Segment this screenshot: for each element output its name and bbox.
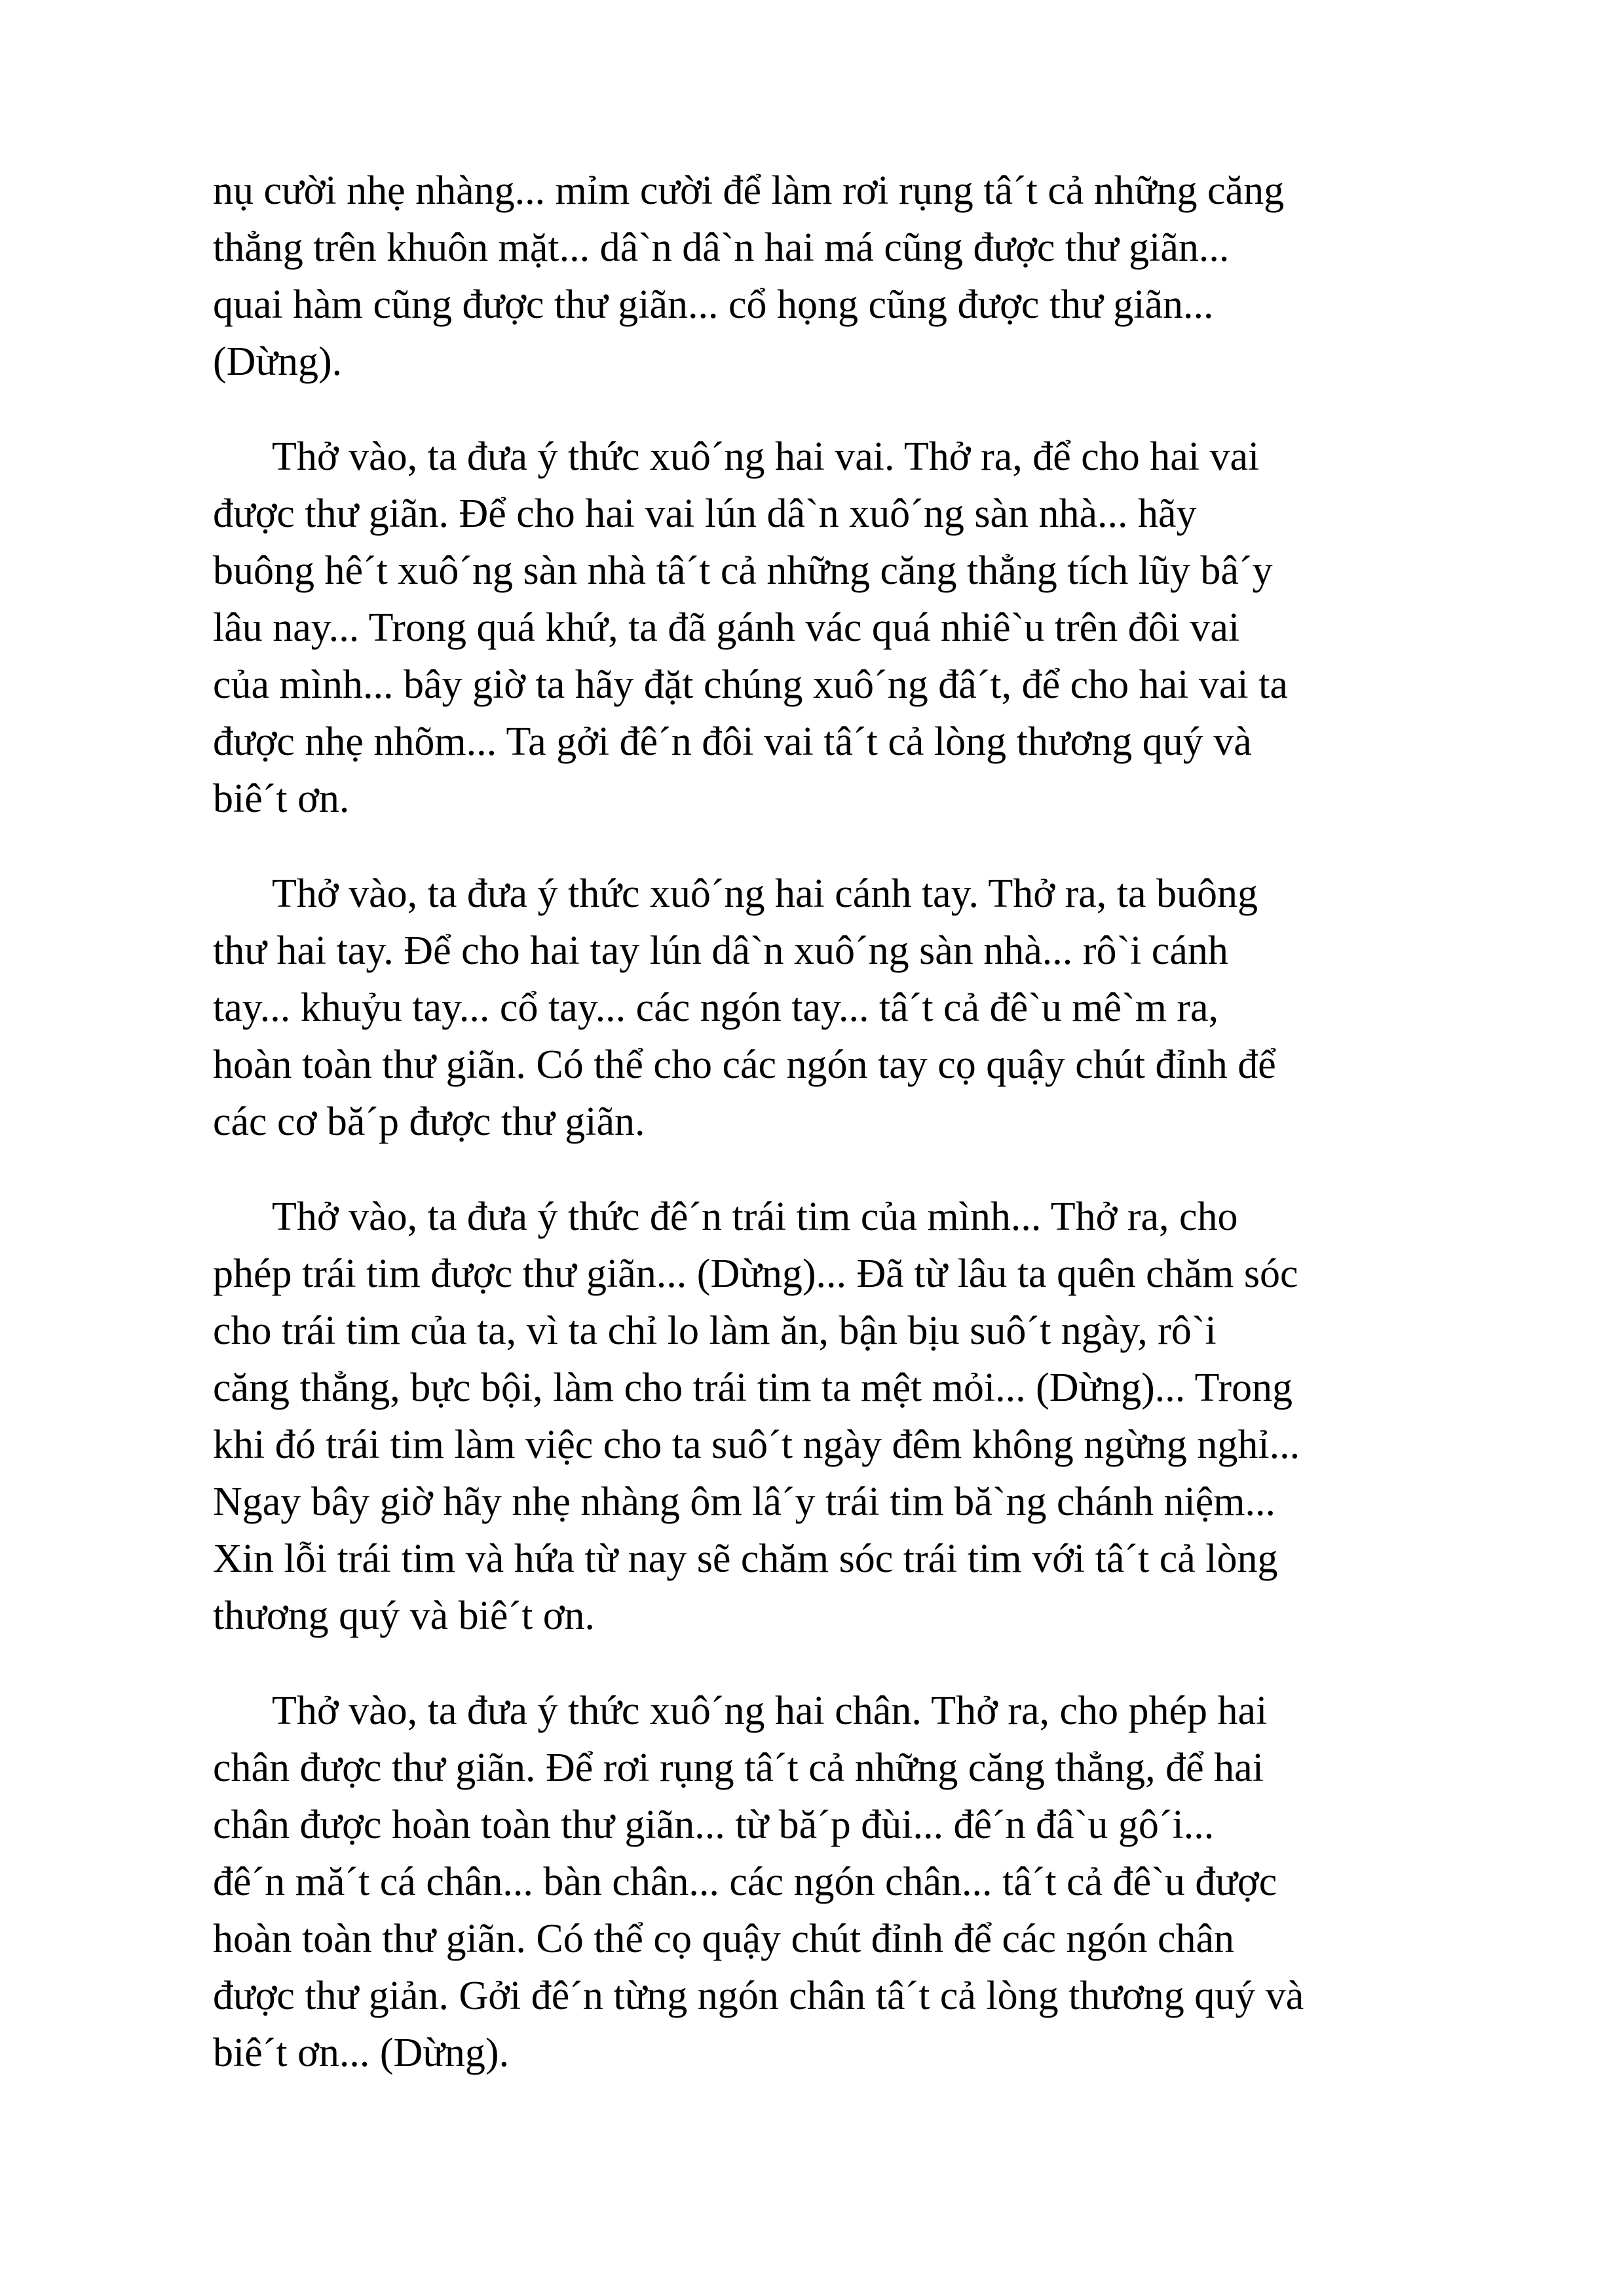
text-line: phép trái tim được thư giãn... (Dừng)... Đã từ lâu ta quên chăm sóc — [213, 1252, 1298, 1296]
text-line: nụ cười nhẹ nhàng... mỉm cười để làm rơi rụng tâ´t cả những căng — [213, 168, 1285, 213]
text-line: khi đó trái tim làm việc cho ta suô´t ngày đêm không ngừng nghỉ... — [213, 1423, 1300, 1467]
text-line: thẳng trên khuôn mặt... dâ`n dâ`n hai má cũng được thư giãn... — [213, 225, 1230, 270]
text-line: hoàn toàn thư giãn. Có thể cho các ngón tay cọ quậy chút đỉnh để — [213, 1043, 1276, 1087]
text-line: chân được thư giãn. Để rơi rụng tâ´t cả những căng thẳng, để hai — [213, 1746, 1264, 1790]
text-line: Ngay bây giờ hãy nhẹ nhàng ôm lâ´y trái tim bă`ng chánh niệm... — [213, 1480, 1275, 1524]
text-line: được thư giãn. Để cho hai vai lún dâ`n xuô´ng sàn nhà... hãy — [213, 491, 1197, 536]
paragraph-legs — [213, 1683, 1461, 2082]
text-line: biê´t ơn. — [213, 776, 350, 821]
text-line: quai hàm cũng được thư giãn... cổ họng cũng được thư giãn... — [213, 282, 1214, 327]
text-line: Thở vào, ta đưa ý thức đê´n trái tim của mình... Thở ra, cho — [272, 1195, 1238, 1239]
paragraph-heart — [213, 1189, 1461, 1645]
text-line: Thở vào, ta đưa ý thức xuô´ng hai cánh tay. Thở ra, ta buông — [272, 871, 1258, 916]
text-line: (Dừng). — [213, 339, 343, 384]
page-text-block — [213, 163, 1461, 2120]
text-line: Thở vào, ta đưa ý thức xuô´ng hai vai. Thở ra, để cho hai vai — [272, 434, 1260, 479]
text-line: thư hai tay. Để cho hai tay lún dâ`n xuô´ng sàn nhà... rô`i cánh — [213, 928, 1228, 973]
text-line: cho trái tim của ta, vì ta chỉ lo làm ăn, bận bịu suô´t ngày, rô`i — [213, 1309, 1217, 1353]
text-line: thương quý và biê´t ơn. — [213, 1594, 595, 1638]
text-line: của mình... bây giờ ta hãy đặt chúng xuô´ng đâ´t, để cho hai vai ta — [213, 662, 1288, 707]
paragraph-arms — [213, 866, 1461, 1151]
text-line: căng thẳng, bực bội, làm cho trái tim ta mệt mỏi... (Dừng)... Trong — [213, 1366, 1293, 1410]
text-line: lâu nay... Trong quá khứ, ta đã gánh vác quá nhiê`u trên đôi vai — [213, 605, 1240, 650]
text-line: được nhẹ nhõm... Ta gởi đê´n đôi vai tâ´t cả lòng thương quý và — [213, 719, 1252, 764]
text-line: được thư giản. Gởi đê´n từng ngón chân tâ´t cả lòng thương quý và — [213, 1974, 1304, 2018]
text-line: hoàn toàn thư giãn. Có thể cọ quậy chút đỉnh để các ngón chân — [213, 1917, 1235, 1961]
text-line: Thở vào, ta đưa ý thức xuô´ng hai chân. Thở ra, cho phép hai — [272, 1689, 1268, 1733]
text-line: Xin lỗi trái tim và hứa từ nay sẽ chăm sóc trái tim với tâ´t cả lòng — [213, 1537, 1278, 1581]
text-line: biê´t ơn... (Dừng). — [213, 2031, 510, 2075]
text-line: đê´n mă´t cá chân... bàn chân... các ngón chân... tâ´t cả đê`u được — [213, 1860, 1277, 1904]
text-line: tay... khuỷu tay... cổ tay... các ngón tay... tâ´t cả đê`u mê`m ra, — [213, 985, 1219, 1030]
paragraph-face-relaxation — [213, 163, 1461, 391]
text-line: chân được hoàn toàn thư giãn... từ bă´p đùi... đê´n đâ`u gô´i... — [213, 1803, 1215, 1847]
paragraph-shoulders — [213, 429, 1461, 828]
text-line: các cơ bă´p được thư giãn. — [213, 1100, 645, 1144]
text-line: buông hê´t xuô´ng sàn nhà tâ´t cả những căng thẳng tích lũy bâ´y — [213, 548, 1273, 593]
